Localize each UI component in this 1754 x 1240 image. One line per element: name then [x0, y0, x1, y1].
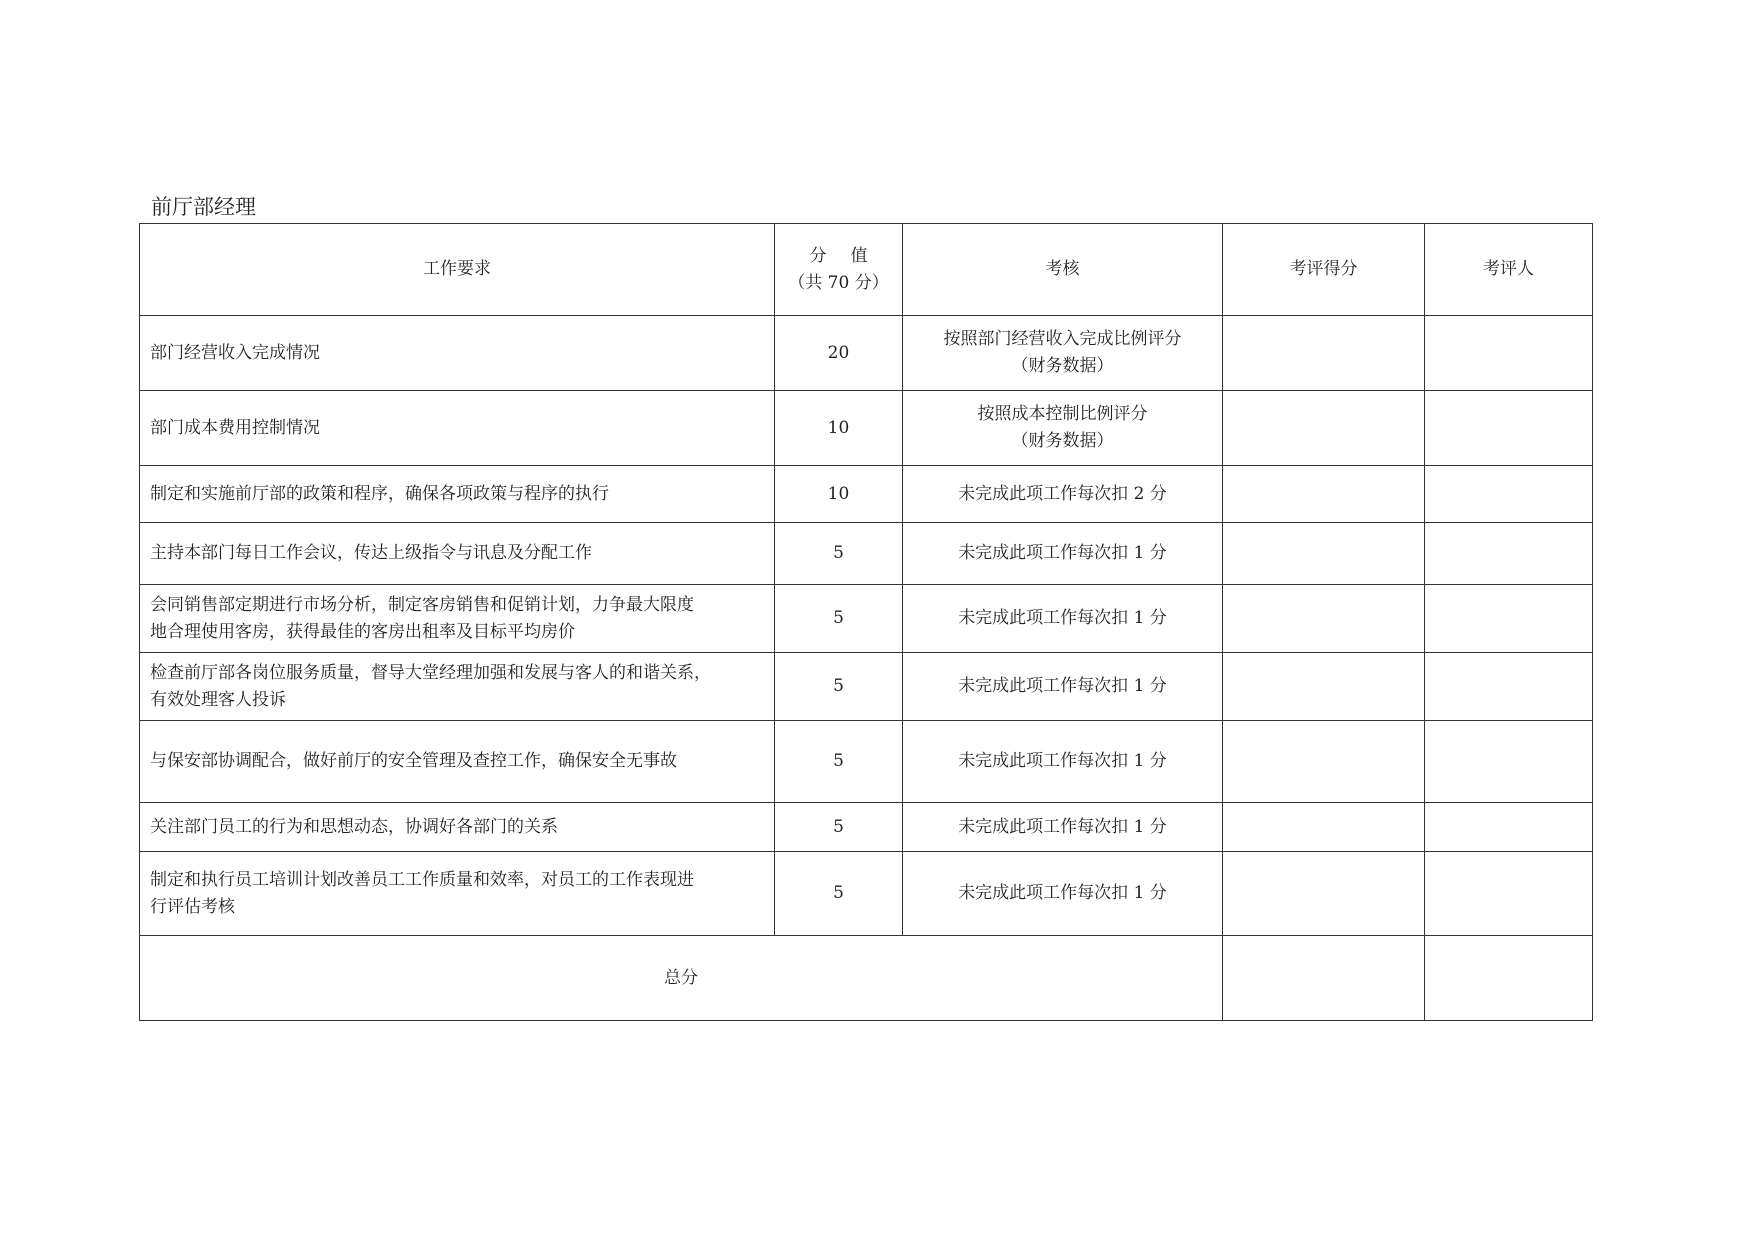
requirement-cell [140, 852, 775, 936]
assessment-text: 按照部门经营收入完成比例评分 [943, 329, 1182, 349]
score-cell: 5 [775, 721, 903, 803]
rating-cell[interactable] [1223, 852, 1425, 936]
rating-cell[interactable] [1223, 523, 1425, 585]
requirement-cell [140, 653, 775, 721]
assessment-cell [903, 316, 1223, 391]
assessment-cell [903, 585, 1223, 653]
header-assessment: 考核 [903, 224, 1223, 316]
score-cell: 20 [775, 316, 903, 391]
rating-cell[interactable] [1223, 803, 1425, 852]
assessment-cell [903, 803, 1223, 852]
requirement-text: 制定和执行员工培训计划改善员工工作质量和效率，对员工的工作表现进 [150, 869, 694, 890]
rater-cell[interactable] [1425, 852, 1593, 936]
page-title: 前厅部经理 [151, 195, 256, 219]
assessment-text: （财务数据） [1011, 431, 1114, 451]
header-rating: 考评得分 [1223, 224, 1425, 316]
score-cell: 10 [775, 391, 903, 466]
score-cell: 5 [775, 653, 903, 721]
requirement-text: 制定和实施前厅部的政策和程序，确保各项政策与程序的执行 [150, 483, 609, 504]
requirement-text: 有效处理客人投诉 [150, 689, 286, 710]
evaluation-table [139, 223, 1593, 1021]
requirement-text: 行评估考核 [150, 896, 235, 917]
assessment-cell [903, 721, 1223, 803]
score-cell: 5 [775, 803, 903, 852]
rater-cell[interactable] [1425, 585, 1593, 653]
header-score [775, 224, 903, 316]
header-score-part-a: 分 [809, 245, 827, 266]
table-row [140, 653, 1593, 721]
requirement-text: 部门成本费用控制情况 [150, 417, 320, 438]
assessment-text: （财务数据） [1011, 356, 1114, 376]
total-rater-cell[interactable] [1425, 936, 1593, 1021]
table-row [140, 523, 1593, 585]
table-row [140, 316, 1593, 391]
requirement-text: 关注部门员工的行为和思想动态，协调好各部门的关系 [150, 816, 558, 837]
requirement-cell [140, 803, 775, 852]
assessment-text: 未完成此项工作每次扣 1 分 [958, 816, 1167, 837]
assessment-cell [903, 391, 1223, 466]
rater-cell[interactable] [1425, 721, 1593, 803]
rater-cell[interactable] [1425, 466, 1593, 523]
assessment-text: 未完成此项工作每次扣 1 分 [958, 676, 1167, 696]
score-cell: 10 [775, 466, 903, 523]
assessment-text: 未完成此项工作每次扣 1 分 [958, 608, 1167, 628]
assessment-cell [903, 466, 1223, 523]
total-row [140, 936, 1593, 1021]
assessment-cell [903, 523, 1223, 585]
rater-cell[interactable] [1425, 391, 1593, 466]
rating-cell[interactable] [1223, 653, 1425, 721]
rater-cell[interactable] [1425, 523, 1593, 585]
rater-cell[interactable] [1425, 653, 1593, 721]
assessment-text: 未完成此项工作每次扣 2 分 [958, 483, 1167, 504]
requirement-text: 地合理使用客房，获得最佳的客房出租率及目标平均房价 [150, 621, 575, 642]
requirement-cell [140, 721, 775, 803]
requirement-cell [140, 585, 775, 653]
score-cell: 5 [775, 852, 903, 936]
score-cell: 5 [775, 585, 903, 653]
rater-cell[interactable] [1425, 803, 1593, 852]
header-requirement: 工作要求 [140, 224, 775, 316]
requirement-cell [140, 466, 775, 523]
rating-cell[interactable] [1223, 585, 1425, 653]
assessment-cell [903, 653, 1223, 721]
total-rating-cell[interactable] [1223, 936, 1425, 1021]
table-row [140, 585, 1593, 653]
requirement-text: 检查前厅部各岗位服务质量，督导大堂经理加强和发展与客人的和谐关系， [150, 662, 711, 683]
requirement-text: 主持本部门每日工作会议，传达上级指令与讯息及分配工作 [150, 543, 592, 563]
requirement-cell [140, 316, 775, 391]
header-score-part-b: 值 [850, 245, 868, 266]
requirement-text: 与保安部协调配合，做好前厅的安全管理及查控工作，确保安全无事故 [150, 751, 677, 771]
assessment-text: 按照成本控制比例评分 [977, 404, 1148, 424]
header-rater: 考评人 [1425, 224, 1593, 316]
requirement-cell [140, 523, 775, 585]
requirement-cell [140, 391, 775, 466]
table-row [140, 803, 1593, 852]
requirement-text: 会同销售部定期进行市场分析，制定客房销售和促销计划，力争最大限度 [150, 594, 694, 615]
assessment-text: 未完成此项工作每次扣 1 分 [958, 543, 1167, 563]
score-cell: 5 [775, 523, 903, 585]
rating-cell[interactable] [1223, 721, 1425, 803]
rating-cell[interactable] [1223, 391, 1425, 466]
rater-cell[interactable] [1425, 316, 1593, 391]
table-row [140, 721, 1593, 803]
rating-cell[interactable] [1223, 466, 1425, 523]
header-row [140, 224, 1593, 316]
assessment-cell [903, 852, 1223, 936]
table-row [140, 391, 1593, 466]
assessment-text: 未完成此项工作每次扣 1 分 [958, 751, 1167, 771]
assessment-text: 未完成此项工作每次扣 1 分 [958, 883, 1167, 903]
table-row [140, 852, 1593, 936]
rating-cell[interactable] [1223, 316, 1425, 391]
table-row [140, 466, 1593, 523]
requirement-text: 部门经营收入完成情况 [150, 342, 320, 363]
total-label: 总分 [140, 936, 1223, 1021]
header-score-total: （共 70 分） [788, 272, 889, 293]
